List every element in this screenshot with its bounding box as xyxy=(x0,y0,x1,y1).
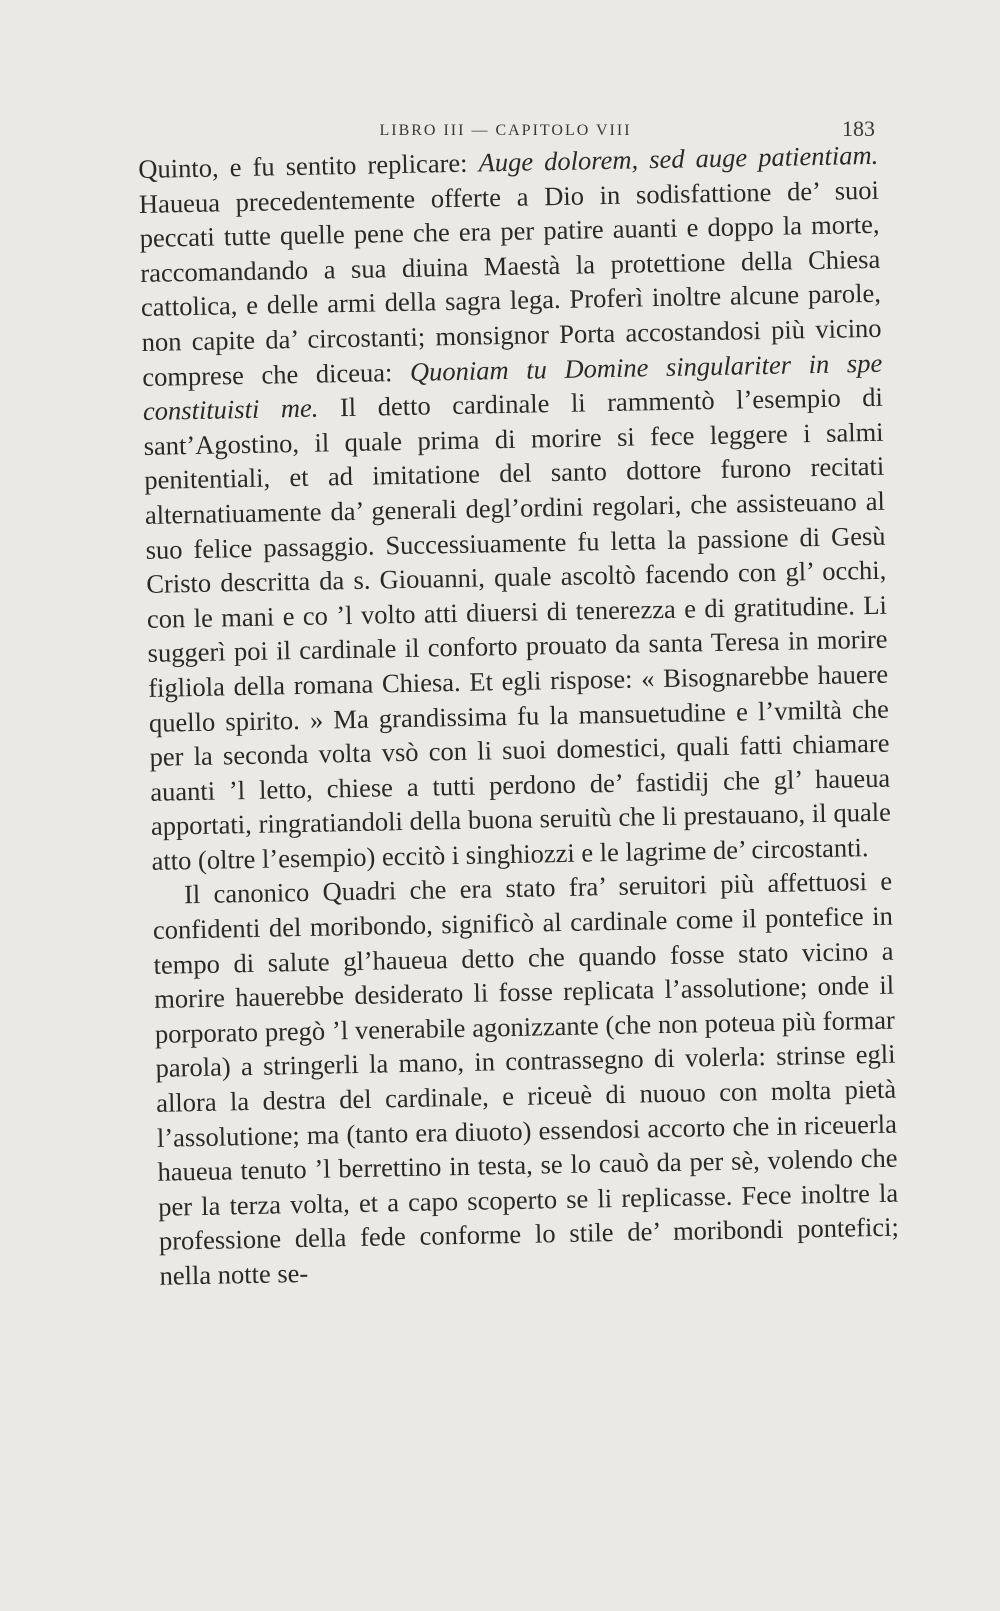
latin-quote: Auge dolorem, sed auge patientiam. xyxy=(478,139,879,178)
paragraph-1 xyxy=(138,138,892,879)
text-segment: Quinto, e fu sentito replicare: xyxy=(138,147,479,184)
paragraph-2 xyxy=(152,864,900,1293)
text-segment: Haueua precedentemente offerte a Dio in sodisfattione de’ suoi peccati tutte quelle pene che era per patire auanti e doppo la morte, raccomandando a sua diuina Maestà la protettione della Chiesa cattolica, e delle armi della sagra lega. Proferì inoltre alcune parole, non capite da’ circostanti; monsignor Porta accostandosi più vicino comprese che diceua: xyxy=(138,174,882,392)
latin-quote: Quoniam tu Domine singulariter in spe constituisti me. xyxy=(142,347,883,427)
text-segment: Il canonico Quadri che era stato fra’ seruitori più affettuosi e confidenti del moribondo, significò al cardinale come il pontefice in tempo di salute gl’haueua detto che quando fosse stato vicino a morire hauerebbe desiderato li fosse replicata l’assolutione; onde il porporato pregò ’l venerabile agonizzante (che non poteua più formar parola) a stringerli la mano, in contrassegno di volerla: strinse egli allora la destra del cardinale, e riceuè di nuouo con molta pietà l’assolutione; ma (tanto era diuoto) essendosi accorto che in riceuerla haueua tenuto ’l berrettino in testa, se lo cauò da per sè, volendo che per la terza volta, et a capo scoperto se li replicasse. Fece inoltre la professione della fede conforme lo stile de’ moribondi pontefici; nella notte se- xyxy=(152,866,900,1291)
body-text xyxy=(138,138,900,1294)
page-number: 183 xyxy=(842,116,875,141)
text-segment: Il detto cardinale li rammentò l’esempio di sant’Agostino, il quale prima di morire si fece leggere i salmi penitentiali, et ad imitatione del santo dottore furono recitati alternatiuamente da’ generali degl’ordini regolari, che assisteuano al suo felice passaggio. Successiuamente fu letta la passione di Gesù Cristo descritta da s. Giouanni, quale ascoltò facendo con gl’ occhi, con le mani e co ’l volto atti diuersi di tenerezza e di gratitudine. Li suggerì poi il cardinale il conforto prouato da santa Teresa in morire figliola della romana Chiesa. Et egli rispose: « Bisognarebbe hauere quello spirito. » Ma grandissima fu la mansuetudine e l’vmiltà che per la seconda volta vsò con li suoi domestici, quali fatti chiamare auanti ’l letto, chiese a tutti perdono de’ fastidij che gl’ haueua apportati, ringratiandoli della buona seruitù che li prestauano, il quale atto (oltre l’esempio) eccitò i singhiozzi e le lagrime de’ circostanti. xyxy=(143,381,892,876)
running-head: LIBRO III — CAPITOLO VIII xyxy=(379,122,632,139)
